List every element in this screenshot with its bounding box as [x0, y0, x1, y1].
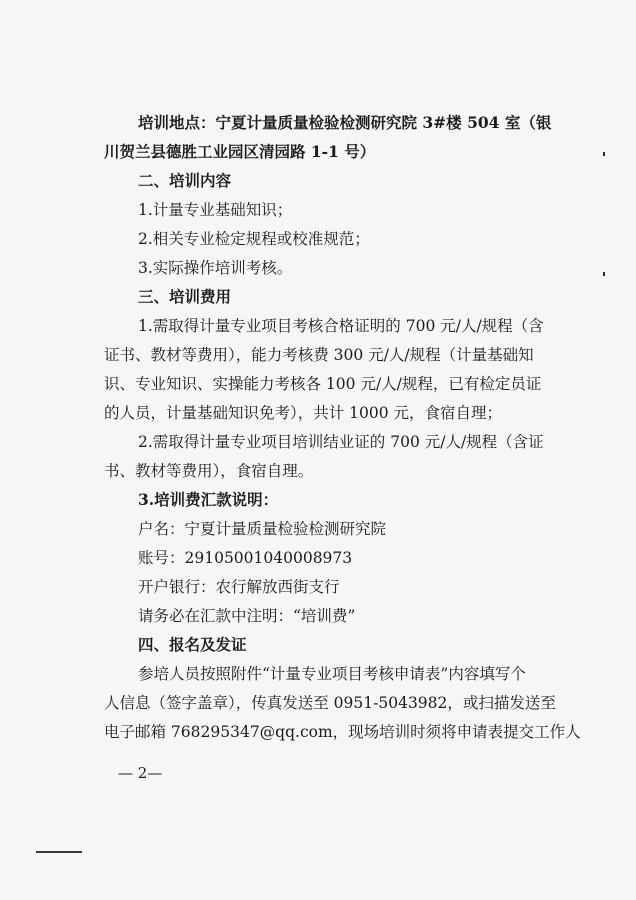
section-heading-training-content: 二、培训内容: [138, 172, 232, 190]
content-item-1: 1.计量专业基础知识；: [138, 201, 293, 219]
scan-mark: [603, 272, 605, 276]
fee-remittance-heading: 3.培训费汇款说明：: [138, 490, 279, 509]
account-name: 户名：宁夏计量质量检验检测研究院: [138, 520, 387, 538]
fee-item-2-line-2: 书、教材等费用），食宿自理。: [104, 462, 314, 480]
remittance-note: 请务必在汇款中注明：“培训费”: [138, 607, 356, 625]
registration-line-1: 参培人员按照附件“计量专业项目考核申请表”内容填写个: [138, 665, 526, 683]
registration-line-2: 人信息（签字盖章），传真发送至 0951-5043982，或扫描发送至: [104, 694, 556, 712]
bank-name: 开户银行：农行解放西街支行: [138, 578, 340, 596]
section-heading-training-fees: 三、培训费用: [138, 288, 232, 306]
training-location-line-1: 培训地点：宁夏计量质量检验检测研究院 3#楼 504 室（银: [138, 113, 552, 132]
fee-item-1-line-3: 识、专业知识、实操能力考核各 100 元/人/规程，已有检定员证: [104, 375, 542, 393]
fee-item-1-line-4: 的人员，计量基础知识免考），共计 1000 元，食宿自理；: [104, 404, 503, 422]
fee-item-1-line-2: 证书、教材等费用），能力考核费 300 元/人/规程（计量基础知: [104, 346, 534, 364]
content-item-2: 2.相关专业检定规程或校准规范；: [138, 230, 370, 248]
registration-line-3: 电子邮箱 768295347@qq.com，现场培训时须将申请表提交工作人: [104, 723, 581, 741]
scan-mark: [603, 152, 605, 156]
page-number: — 2—: [118, 764, 163, 782]
account-number: 账号：29105001040008973: [138, 549, 353, 567]
fee-item-2-line-1: 2.需取得计量专业项目培训结业证的 700 元/人/规程（含证: [138, 433, 544, 451]
content-item-3: 3.实际操作培训考核。: [138, 259, 293, 277]
scan-edge-line: [36, 851, 82, 853]
section-heading-registration: 四、报名及发证: [138, 636, 247, 654]
fee-item-1-line-1: 1.需取得计量专业项目考核合格证明的 700 元/人/规程（含: [138, 317, 544, 335]
training-location-line-2: 川贺兰县德胜工业园区清园路 1-1 号）: [104, 142, 376, 161]
